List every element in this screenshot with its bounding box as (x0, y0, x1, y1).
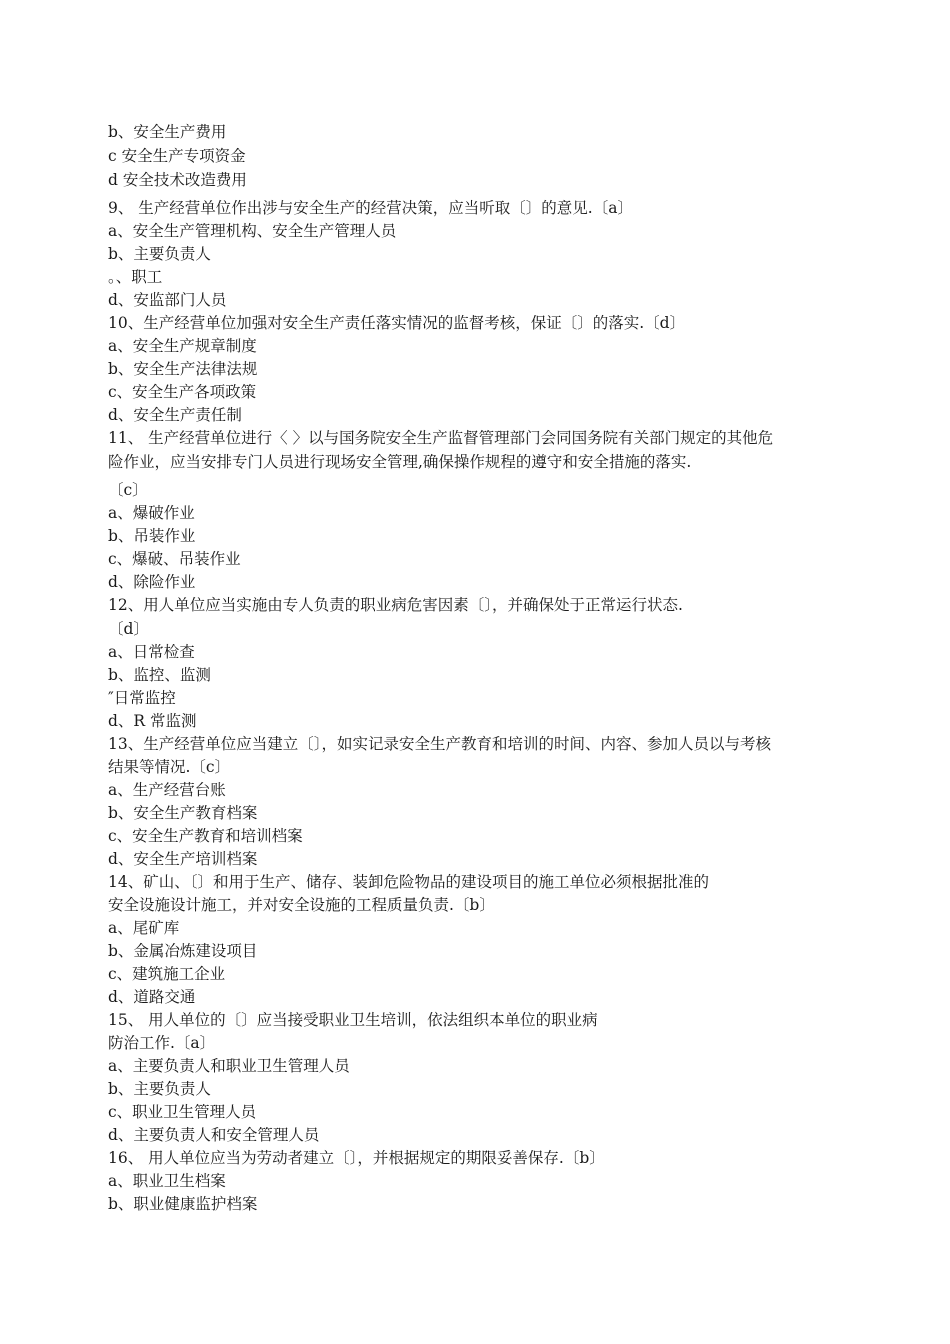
text-line: b、主要负责人 (108, 1080, 211, 1098)
text-line: c、安全生产各项政策 (108, 383, 257, 401)
text-line: c、爆破、吊装作业 (108, 550, 241, 568)
text-line: 险作业，应当安排专门人员进行现场安全管理,确保操作规程的遵守和安全措施的落实. (108, 453, 692, 471)
text-line: a、爆破作业 (108, 504, 195, 522)
text-line: a、主要负责人和职业卫生管理人员 (108, 1057, 350, 1075)
text-line: d、R 常监测 (108, 712, 197, 730)
text-line: a、职业卫生档案 (108, 1172, 226, 1190)
question-12: 12、用人单位应当实施由专人负责的职业病危害因素〔〕，并确保处于正常运行状态. (108, 596, 683, 614)
answer-line: 〔c〕 (108, 481, 148, 499)
question-15: 15、 用人单位的〔〕应当接受职业卫生培训，依法组织本单位的职业病 (108, 1011, 598, 1029)
text-line: c、安全生产教育和培训档案 (108, 827, 303, 845)
text-line: 防治工作.〔a〕 (108, 1034, 216, 1052)
text-line: d 安全技术改造费用 (108, 171, 247, 189)
text-line: d、道路交通 (108, 988, 196, 1006)
text-line: b、职业健康监护档案 (108, 1195, 258, 1213)
text-line: a、安全生产管理机构、安全生产管理人员 (108, 222, 397, 240)
question-16: 16、 用人单位应当为劳动者建立〔〕，并根据规定的期限妥善保存.〔b〕 (108, 1149, 605, 1167)
text-line: b、主要负责人 (108, 245, 211, 263)
text-line: c、职业卫生管理人员 (108, 1103, 257, 1121)
text-line: 。、职工 (108, 268, 163, 286)
text-line: a、生产经营台账 (108, 781, 226, 799)
text-line: d、安全生产培训档案 (108, 850, 258, 868)
document-body (108, 121, 848, 1216)
text-line: d、安全生产责任制 (108, 406, 242, 424)
question-9: 9、 生产经营单位作出涉与安全生产的经营决策，应当听取〔〕的意见.〔a〕 (108, 199, 633, 217)
text-line: b、安全生产费用 (108, 123, 227, 141)
text-line: b、安全生产教育档案 (108, 804, 258, 822)
text-line: a、安全生产规章制度 (108, 337, 257, 355)
text-line: ″日常监控 (108, 689, 176, 707)
text-line: b、安全生产法律法规 (108, 360, 258, 378)
text-line: b、金属冶炼建设项目 (108, 942, 258, 960)
question-14: 14、矿山、〔〕和用于生产、储存、装卸危险物品的建设项目的施工单位必须根据批准的 (108, 873, 709, 891)
text-line: b、吊装作业 (108, 527, 196, 545)
answer-line: 〔d〕 (108, 620, 149, 638)
text-line: 结果等情况.〔c〕 (108, 758, 231, 776)
text-line: b、监控、监测 (108, 666, 211, 684)
text-line: a、尾矿库 (108, 919, 180, 937)
text-line: d、安监部门人员 (108, 291, 227, 309)
question-10: 10、生产经营单位加强对安全生产责任落实情况的监督考核，保证〔〕的落实.〔d〕 (108, 314, 686, 332)
text-line: c 安全生产专项资金 (108, 147, 246, 165)
text-line: a、日常检查 (108, 643, 195, 661)
text-line: 安全设施设计施工，并对安全设施的工程质量负责.〔b〕 (108, 896, 495, 914)
question-13: 13、生产经营单位应当建立〔〕，如实记录安全生产教育和培训的时间、内容、参加人员以与考核 (108, 735, 771, 753)
text-line: d、主要负责人和安全管理人员 (108, 1126, 320, 1144)
text-line: c、建筑施工企业 (108, 965, 226, 983)
question-11: 11、 生产经营单位进行〈 〉以与国务院安全生产监督管理部门会同国务院有关部门规定的其他危 (108, 429, 774, 447)
text-line: d、除险作业 (108, 573, 196, 591)
